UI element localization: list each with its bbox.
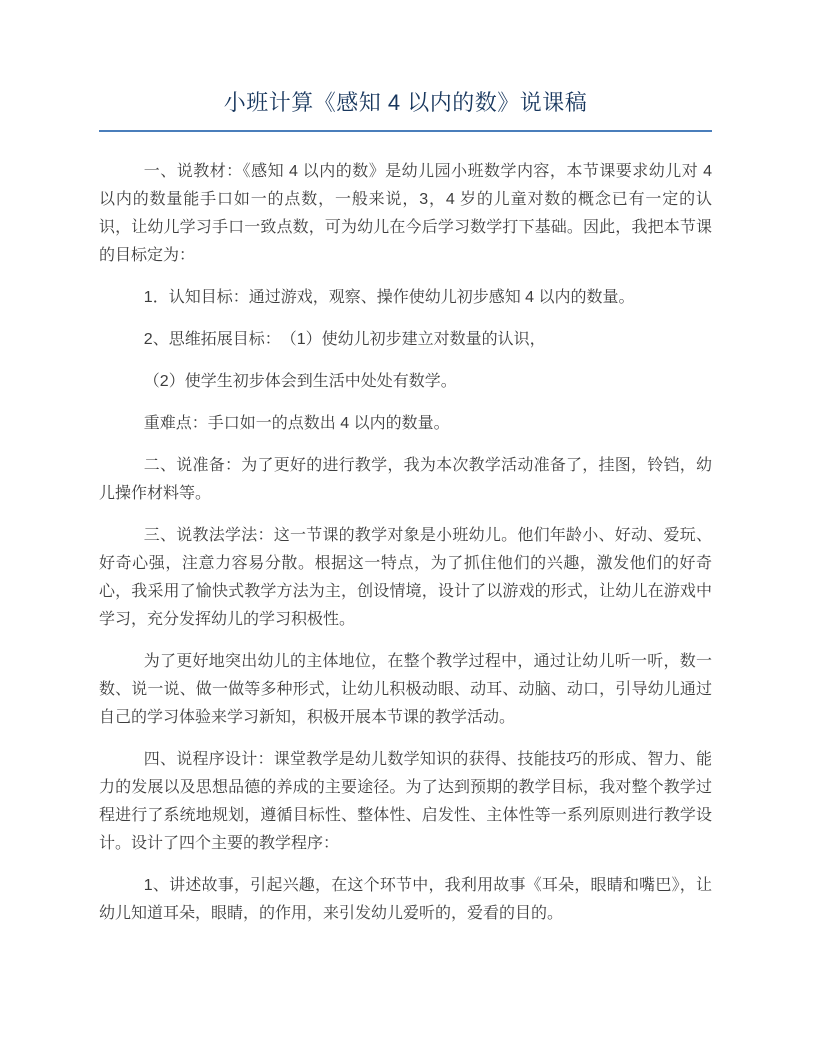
document-title: 小班计算《感知 4 以内的数》说课稿: [223, 90, 588, 115]
paragraph-goal-2-thinking: 2、思维拓展目标： （1）使幼儿初步建立对数量的认识，: [143, 331, 546, 348]
document-body: [99, 158, 712, 928]
paragraph-goal-1-cognitive: 1．认知目标：通过游戏，观察、操作使幼儿初步感知 4 以内的数量。: [143, 289, 635, 306]
paragraph-procedure-1-story: 1、讲述故事，引起兴趣，在这个环节中，我利用故事《耳朵，眼睛和嘴巴》，让幼儿知道耳朵，眼睛，的作用，来引发幼儿爱听的，爱看的目的。: [99, 877, 712, 922]
paragraph-section-4-procedure-design: 四、说程序设计：课堂教学是幼儿数学知识的获得、技能技巧的形成、智力、能力的发展以及思想品德的养成的主要途径。为了达到预期的教学目标，我对整个教学过程进行了系统地规划，遵循目标性、整体性、启发性、主体性等一系列原则进行教学设计。设计了四个主要的教学程序：: [99, 751, 712, 852]
paragraph-section-3-teaching-methods: 三、说教法学法：这一节课的教学对象是小班幼儿。他们年龄小、好动、爱玩、好奇心强，注意力容易分散。根据这一特点，为了抓住他们的兴趣，激发他们的好奇心，我采用了愉快式教学方法为主，创设情境，设计了以游戏的形式，让幼儿在游戏中学习，充分发挥幼儿的学习积极性。: [99, 527, 712, 628]
paragraph-goal-2-sub-2: （2）使学生初步体会到生活中处处有数学。: [143, 373, 457, 390]
title-block: [99, 88, 712, 132]
paragraph-key-difficulty: 重难点：手口如一的点数出 4 以内的数量。: [143, 415, 450, 432]
paragraph-section-2-preparation: 二、说准备：为了更好的进行教学，我为本次教学活动准备了，挂图，铃铛，幼儿操作材料等。: [99, 457, 712, 502]
paragraph-section-1-teaching-material: 一、说教材：《感知 4 以内的数》是幼儿园小班数学内容，本节课要求幼儿对 4 以内的数量能手口如一的点数，一般来说，3，4 岁的儿童对数的概念已有一定的认识，让幼儿学习手口一致点数，可为幼儿在今后学习数学打下基础。因此，我把本节课的目标定为：: [99, 163, 712, 264]
paragraph-child-main-position: 为了更好地突出幼儿的主体地位，在整个教学过程中，通过让幼儿听一听，数一数、说一说、做一做等多种形式，让幼儿积极动眼、动耳、动脑、动口，引导幼儿通过自己的学习体验来学习新知，积极开展本节课的教学活动。: [99, 653, 712, 726]
